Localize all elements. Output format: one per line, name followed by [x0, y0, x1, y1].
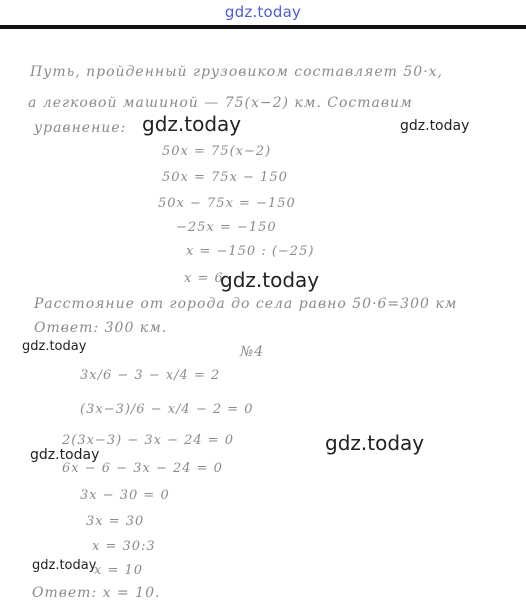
watermark: gdz.today [30, 447, 100, 463]
equation-line: x = −150 : (−25) [186, 244, 315, 259]
equation-line: 50x = 75(x−2) [162, 144, 272, 159]
solution-line: а легковой машиной — 75(x−2) км. Составим [28, 95, 413, 111]
equation-line: 2(3x−3) − 3x − 24 = 0 [62, 433, 235, 448]
answer-line: Ответ: x = 10. [32, 585, 161, 601]
equation-line: 50x − 75x = −150 [158, 196, 296, 211]
equation-line: x = 30:3 [92, 539, 156, 554]
equation-line: x = 10 [94, 563, 144, 578]
watermark: gdz.today [220, 268, 320, 292]
site-title: gdz.today [224, 3, 302, 21]
watermark: gdz.today [400, 118, 470, 134]
solution-line: Расстояние от города до села равно 50·6=300 км [34, 296, 458, 312]
equation-line: 3x = 30 [86, 514, 145, 529]
solution-line: уравнение: [34, 120, 127, 136]
watermark: gdz.today [22, 339, 87, 354]
equation-line: x = 6 [184, 271, 224, 286]
watermark: gdz.today [32, 558, 97, 573]
problem-number: №4 [240, 344, 265, 360]
equation-line: 3x − 30 = 0 [80, 488, 170, 503]
equation-line: 3x/6 − 3 − x/4 = 2 [80, 368, 221, 383]
watermark: gdz.today [142, 112, 242, 136]
header-divider [0, 25, 526, 29]
answer-line: Ответ: 300 км. [34, 320, 168, 336]
equation-line: 50x = 75x − 150 [162, 170, 288, 185]
watermark: gdz.today [325, 431, 425, 455]
equation-line: −25x = −150 [176, 220, 277, 235]
equation-line: (3x−3)/6 − x/4 − 2 = 0 [80, 402, 254, 417]
solution-line: Путь, пройденный грузовиком составляет 50·x, [30, 64, 443, 80]
equation-line: 6x − 6 − 3x − 24 = 0 [62, 461, 223, 476]
